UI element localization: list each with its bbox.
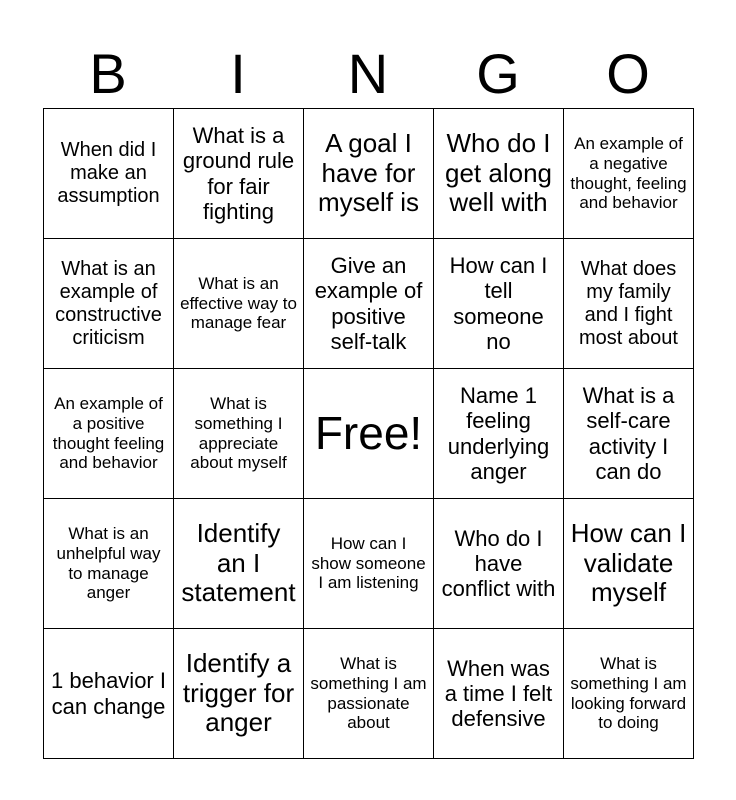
bingo-cell[interactable]: What does my family and I fight most about (564, 239, 694, 369)
free-space-cell[interactable]: Free! (304, 369, 434, 499)
bingo-cell[interactable]: What is an effective way to manage fear (174, 239, 304, 369)
bingo-board (43, 108, 694, 759)
bingo-cell[interactable]: Identify an I statement (174, 499, 304, 629)
header-letter-n: N (347, 42, 389, 105)
bingo-cell[interactable]: What is something I appreciate about myself (174, 369, 304, 499)
bingo-cell[interactable]: What is an example of constructive criticism (44, 239, 174, 369)
bingo-cell[interactable]: How can I tell someone no (434, 239, 564, 369)
bingo-cell[interactable]: What is something I am looking forward to doing (564, 629, 694, 759)
bingo-cell[interactable]: What is a ground rule for fair fighting (174, 109, 304, 239)
bingo-cell[interactable]: Who do I have conflict with (434, 499, 564, 629)
header-letter-g: G (476, 42, 520, 105)
bingo-cell[interactable]: An example of a positive thought feeling and behavior (44, 369, 174, 499)
bingo-cell[interactable]: Identify a trigger for anger (174, 629, 304, 759)
header-letter-o: O (606, 42, 650, 105)
bingo-cell[interactable]: When was a time I felt defensive (434, 629, 564, 759)
bingo-cell[interactable]: A goal I have for myself is (304, 109, 434, 239)
board-row (44, 369, 694, 499)
bingo-cell[interactable]: What is a self-care activity I can do (564, 369, 694, 499)
bingo-cell[interactable]: When did I make an assumption (44, 109, 174, 239)
bingo-cell[interactable]: Name 1 feeling underlying anger (434, 369, 564, 499)
bingo-cell[interactable]: How can I validate myself (564, 499, 694, 629)
board-row (44, 239, 694, 369)
header-letter-b: B (89, 42, 127, 105)
bingo-header (43, 40, 693, 108)
bingo-cell[interactable]: 1 behavior I can change (44, 629, 174, 759)
bingo-cell[interactable]: Give an example of positive self-talk (304, 239, 434, 369)
bingo-cell[interactable]: What is an unhelpful way to manage anger (44, 499, 174, 629)
board-row (44, 629, 694, 759)
bingo-cell[interactable]: Who do I get along well with (434, 109, 564, 239)
bingo-cell[interactable]: What is something I am passionate about (304, 629, 434, 759)
bingo-cell[interactable]: How can I show someone I am listening (304, 499, 434, 629)
bingo-cell[interactable]: An example of a negative thought, feeling and behavior (564, 109, 694, 239)
header-letter-i: I (230, 42, 246, 105)
board-row (44, 109, 694, 239)
board-row (44, 499, 694, 629)
